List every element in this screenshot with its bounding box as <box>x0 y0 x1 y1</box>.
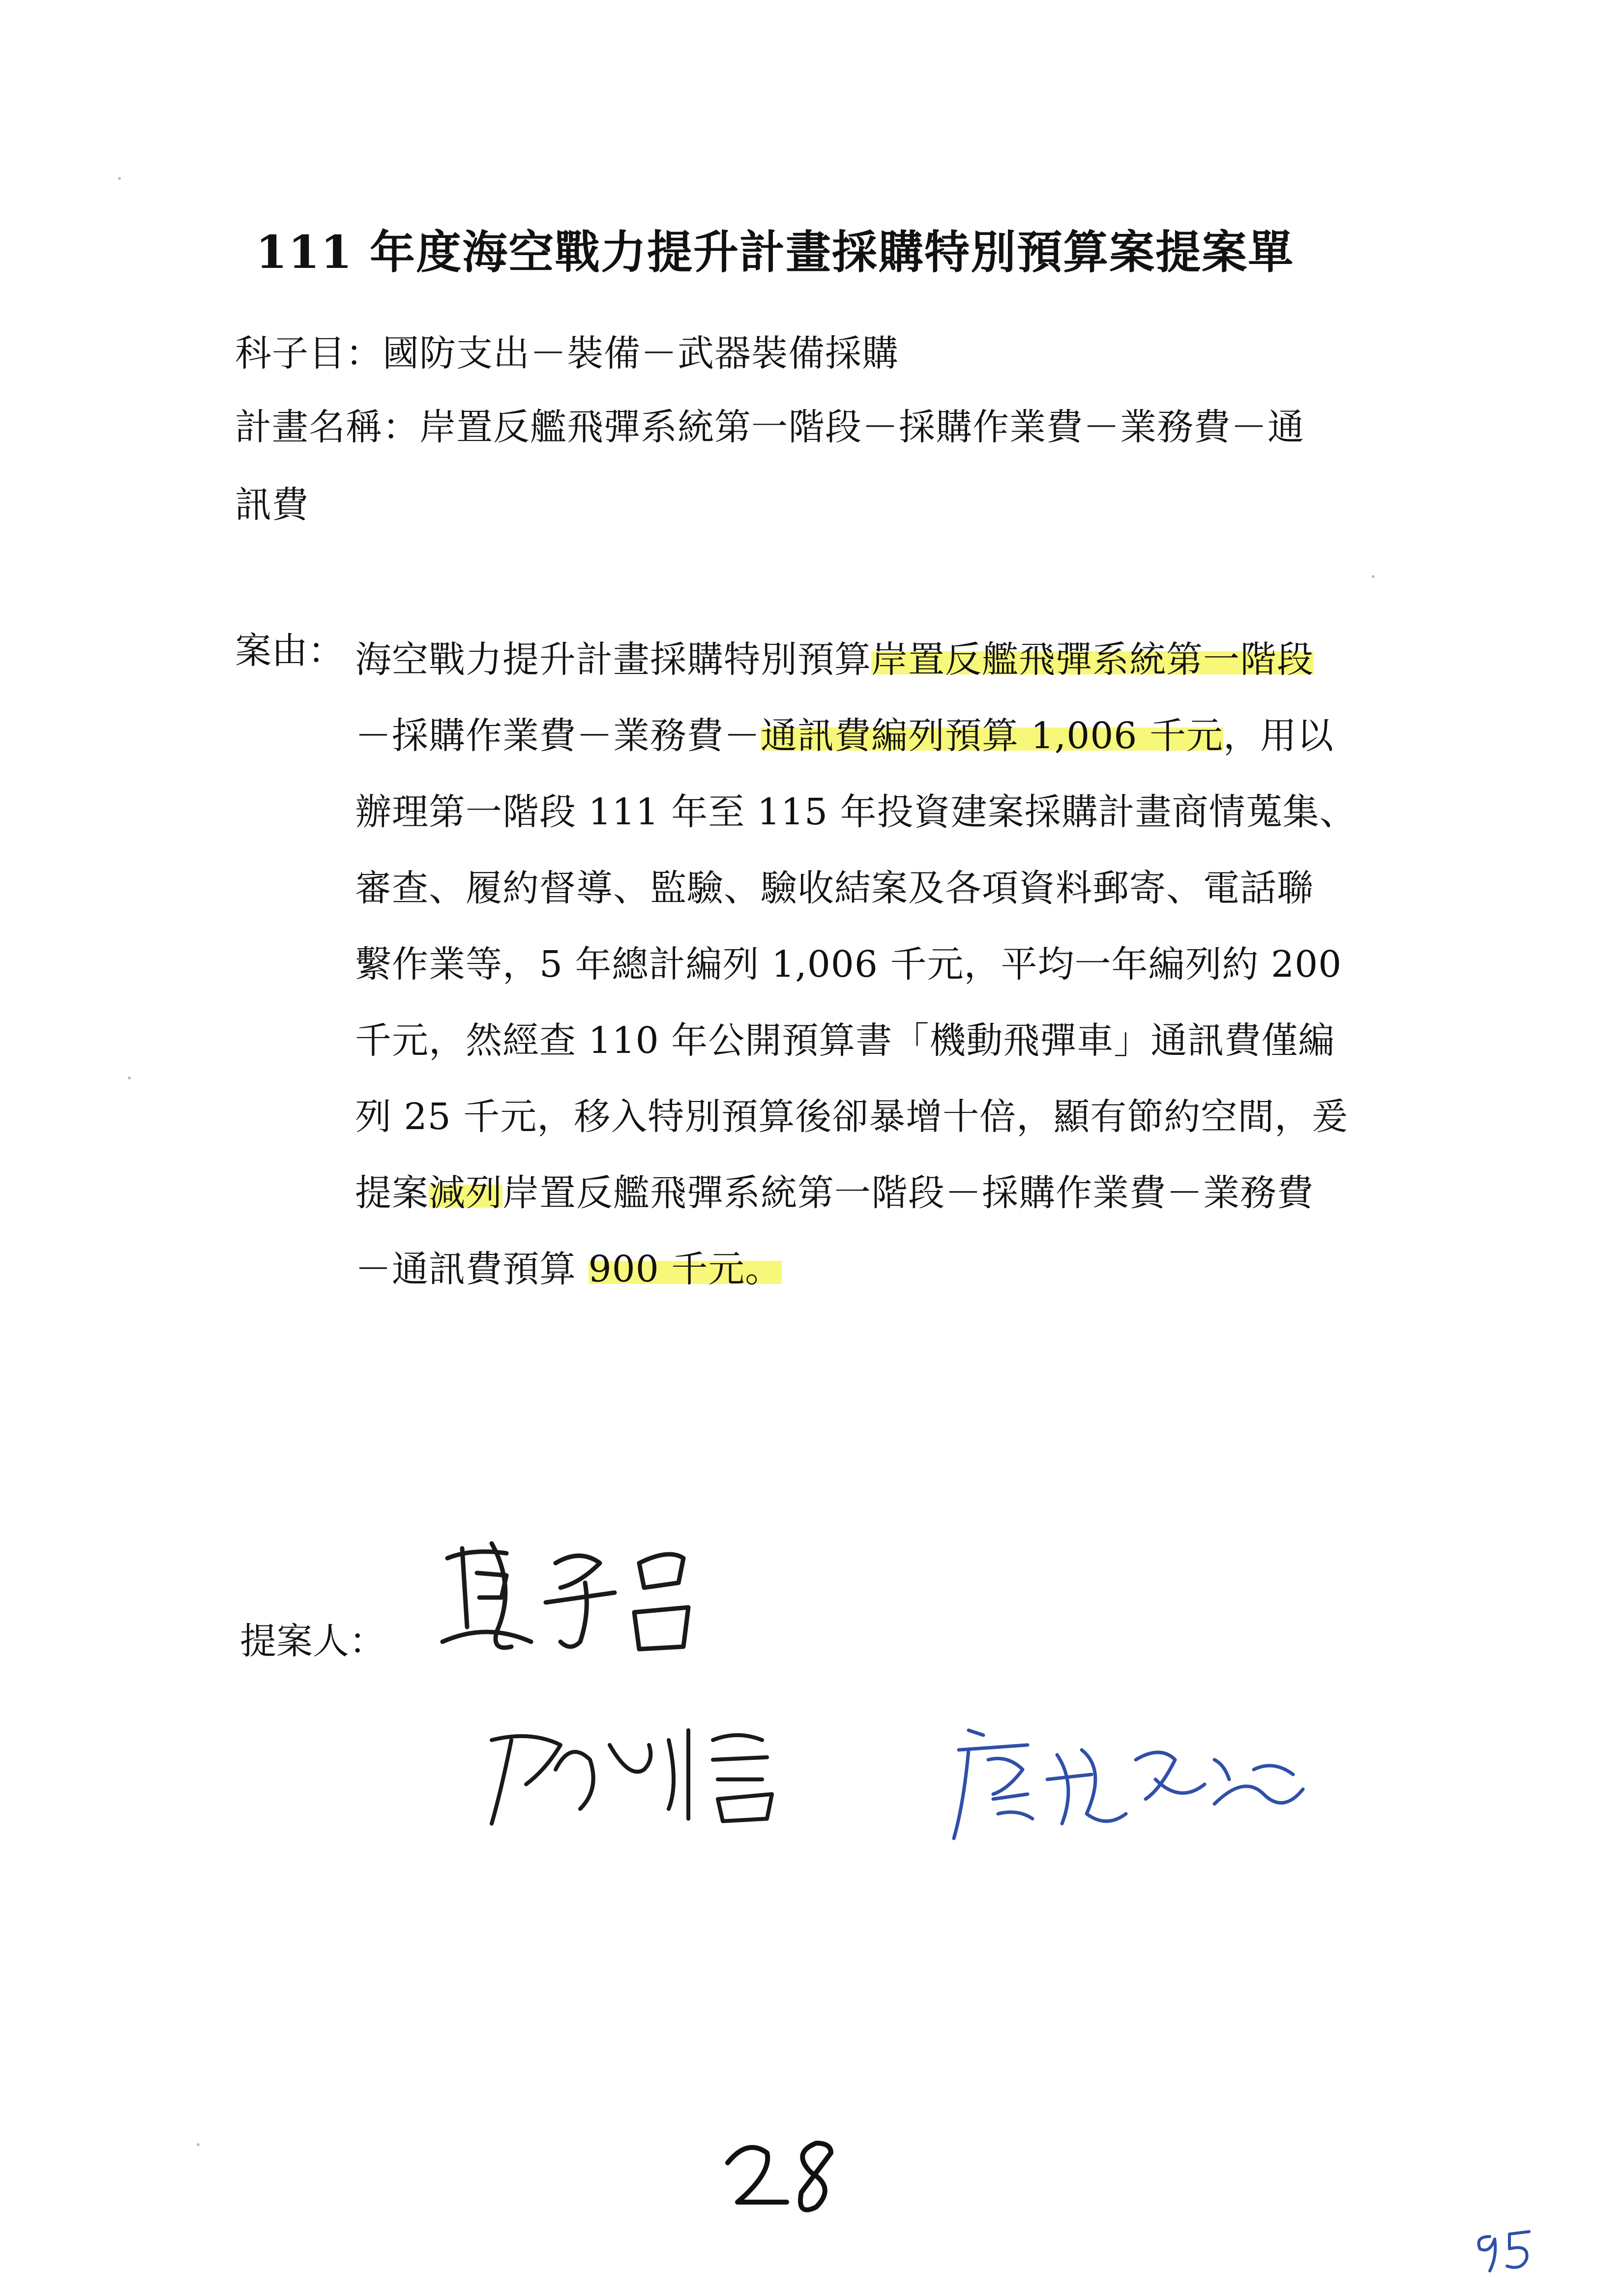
reason-body <box>355 622 1388 1308</box>
proposer-label: 提案人： <box>240 1620 385 1662</box>
highlighted-text: 減列 <box>429 1172 502 1214</box>
signature-1 <box>433 1529 747 1666</box>
reason-label: 案由： <box>235 630 344 672</box>
subject-line: 科子目：國防支出－裝備－武器裝備採購 <box>235 332 899 375</box>
plan-name-line: 計畫名稱：岸置反艦飛彈系統第一階段－採購作業費－業務費－通 <box>235 406 1304 448</box>
scan-speck <box>1372 575 1375 578</box>
signature-3 <box>949 1715 1323 1848</box>
handwritten-page-number <box>718 2133 856 2222</box>
reason-line: 繫作業等，5 年總計編列 1,006 千元，平均一年編列約 200 <box>355 943 1342 986</box>
highlighted-text: 通訊費編列預算 1,006 千元 <box>761 715 1223 757</box>
reason-text: －採購作業費－業務費－ <box>355 715 761 757</box>
highlighted-text: 900 千元。 <box>588 1248 782 1290</box>
corner-page-number <box>1470 2222 1544 2276</box>
reason-line <box>355 1155 1388 1231</box>
reason-text: 提案 <box>355 1172 429 1214</box>
scan-speck <box>128 1076 131 1079</box>
reason-line <box>355 622 1388 698</box>
reason-text: －通訊費預算 <box>355 1248 589 1290</box>
scan-speck <box>118 177 121 180</box>
reason-line: 列 25 千元，移入特別預算後卻暴增十倍，顯有節約空間，爰 <box>355 1096 1349 1138</box>
reason-line: 千元，然經查 110 年公開預算書「機動飛彈車」通訊費僅編 <box>355 1019 1335 1062</box>
reason-line: 審查、履約督導、監驗、驗收結案及各項資料郵寄、電話聯 <box>355 867 1314 909</box>
reason-text: 岸置反艦飛彈系統第一階段－採購作業費－業務費 <box>502 1172 1314 1214</box>
highlighted-text: 岸置反艦飛彈系統第一階段 <box>871 639 1314 681</box>
reason-line: 辦理第一階段 111 年至 115 年投資建案採購計畫商情蒐集、 <box>355 791 1357 833</box>
reason-line <box>355 1231 1388 1308</box>
plan-name-line-continued: 訊費 <box>235 484 309 526</box>
signature-2 <box>482 1711 885 1833</box>
reason-text: ，用以 <box>1223 715 1334 757</box>
document-title: 111 年度海空戰力提升計畫採購特別預算案提案單 <box>256 226 1295 279</box>
reason-line <box>355 698 1388 774</box>
scan-speck <box>197 2143 200 2146</box>
reason-text: 海空戰力提升計畫採購特別預算 <box>355 639 871 681</box>
